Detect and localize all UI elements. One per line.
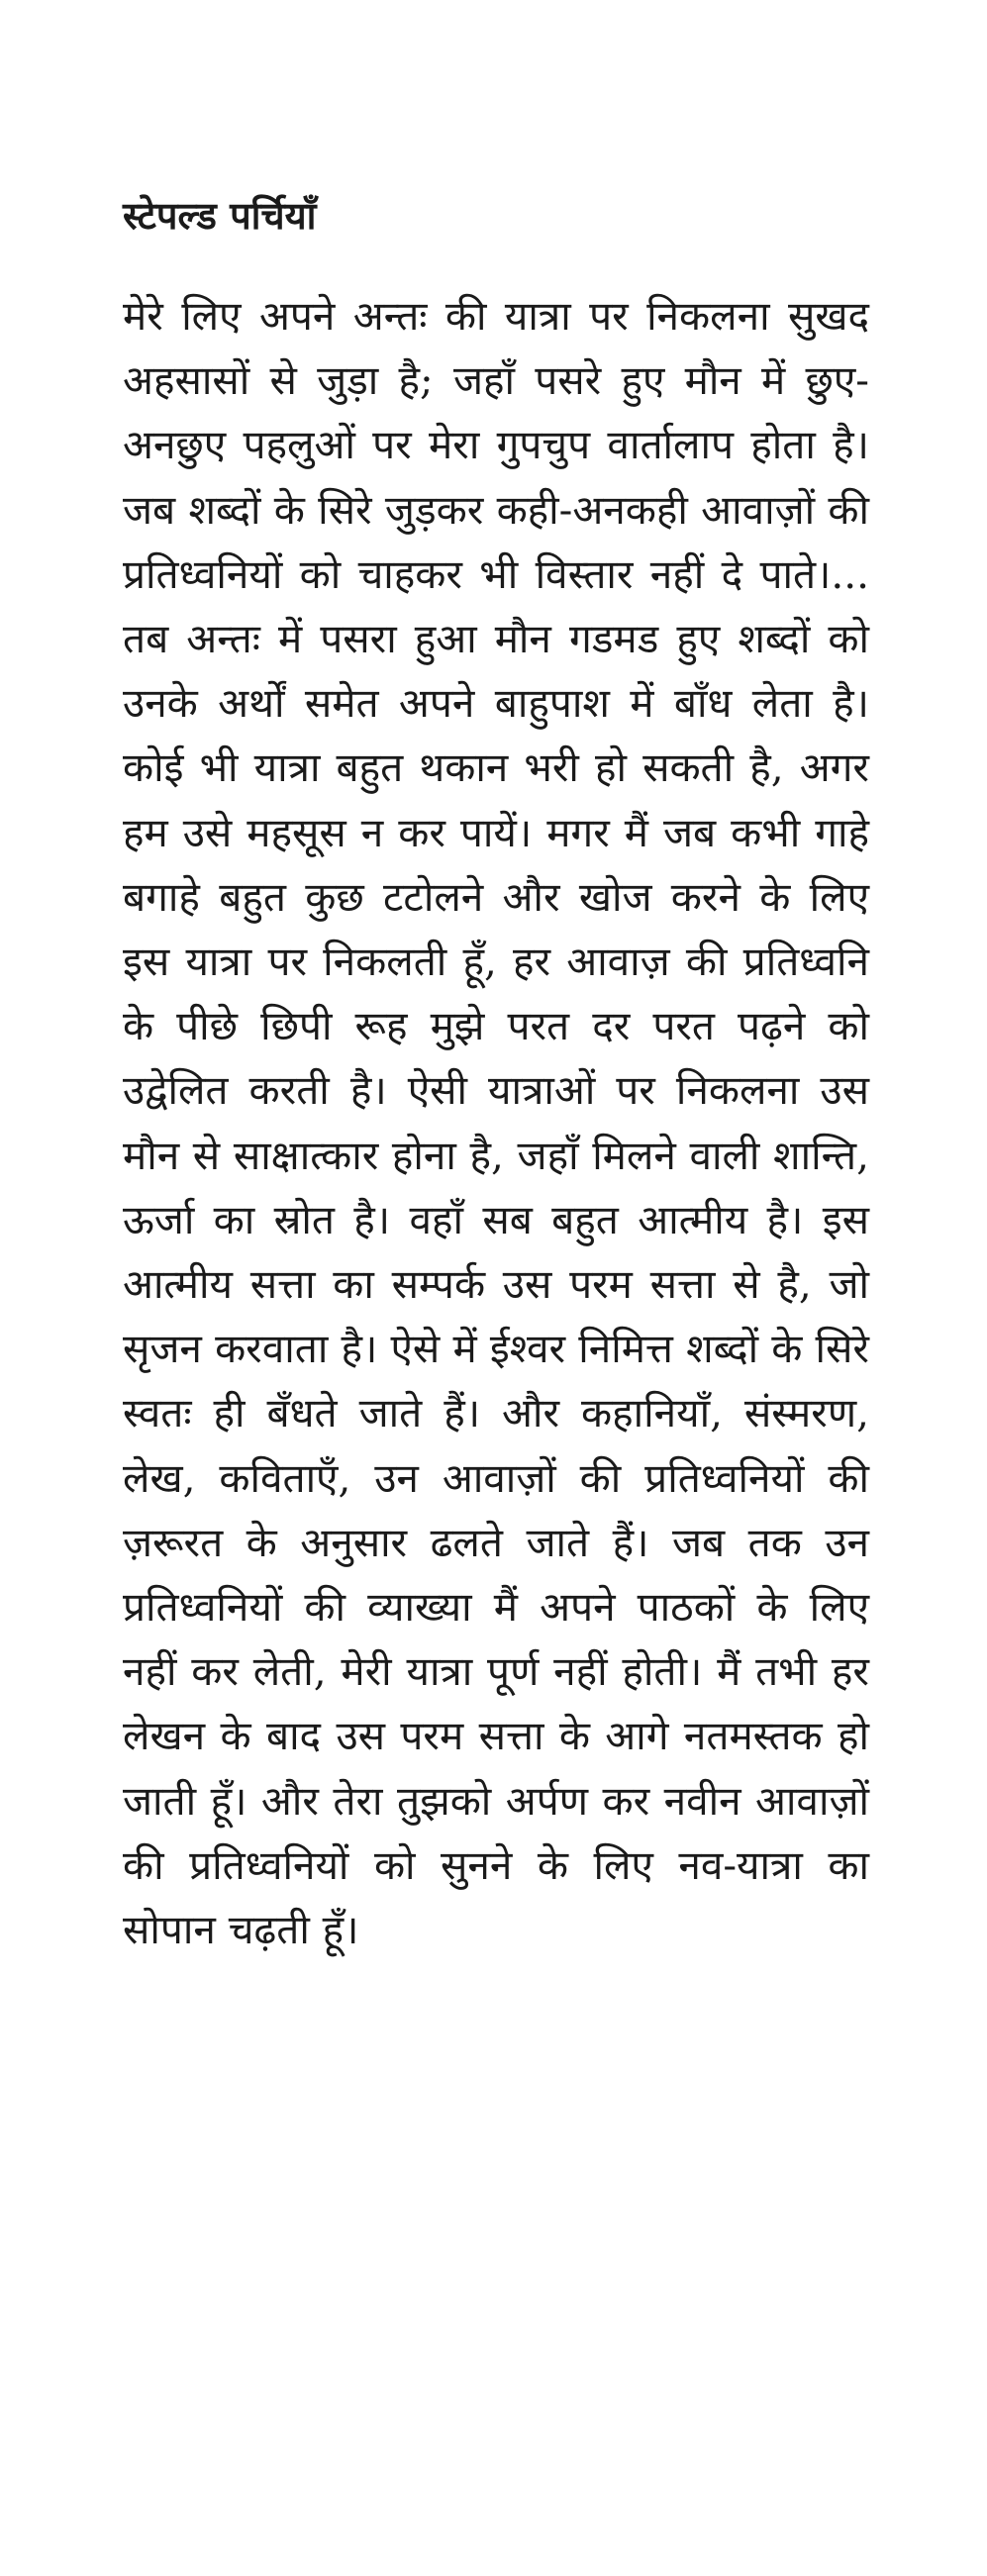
body-paragraph: मेरे लिए अपने अन्तः की यात्रा पर निकलना सुखद अहसासों से जुड़ा है; जहाँ पसरे हुए मौन में छुए-अनछुए पहलुओं पर मेरा गुपचुप वार्तालाप होता है। जब शब्दों के सिरे जुड़कर कही-अनकही आवाज़ों की प्रतिध्वनियों को चाहकर भी विस्तार नहीं दे पाते।... तब अन्तः में पसरा हुआ मौन गडमड हुए शब्दों को उनके अर्थों समेत अपने बाहुपाश में बाँध लेता है। कोई भी यात्रा बहुत थकान भरी हो सकती है, अगर हम उसे महसूस न कर पायें। मगर मैं जब कभी गाहे बगाहे बहुत कुछ टटोलने और खोज करने के लिए इस यात्रा पर निकलती हूँ, हर आवाज़ की प्रतिध्वनि के पीछे छिपी रूह मुझे परत दर परत पढ़ने को उद्वेलित करती है। ऐसी यात्राओं पर निकलना उस मौन से साक्षात्कार होना है, जहाँ मिलने वाली शान्ति, ऊर्जा का स्रोत है। वहाँ सब बहुत आत्मीय है। इस आत्मीय सत्ता का सम्पर्क उस परम सत्ता से है, जो सृजन करवाता है। ऐसे में ईश्वर निमित्त शब्दों के सिरे स्वतः ही बँधते जाते हैं। और कहानियाँ, संस्मरण, लेख, कविताएँ, उन आवाज़ों की प्रतिध्वनियों की ज़रूरत के अनुसार ढलते जाते हैं। जब तक उन प्रतिध्वनियों की व्याख्या मैं अपने पाठकों के लिए नहीं कर लेती, मेरी यात्रा पूर्ण नहीं होती। मैं तभी हर लेखन के बाद उस परम सत्ता के आगे नतमस्तक हो जाती हूँ। और तेरा तुझको अर्पण कर नवीन आवाज़ों की प्रतिध्वनियों को सुनने के लिए नव-यात्रा का सोपान चढ़ती हूँ। [123, 292, 869, 1954]
page-title: स्टेपल्ड पर्चियाँ [123, 194, 317, 238]
